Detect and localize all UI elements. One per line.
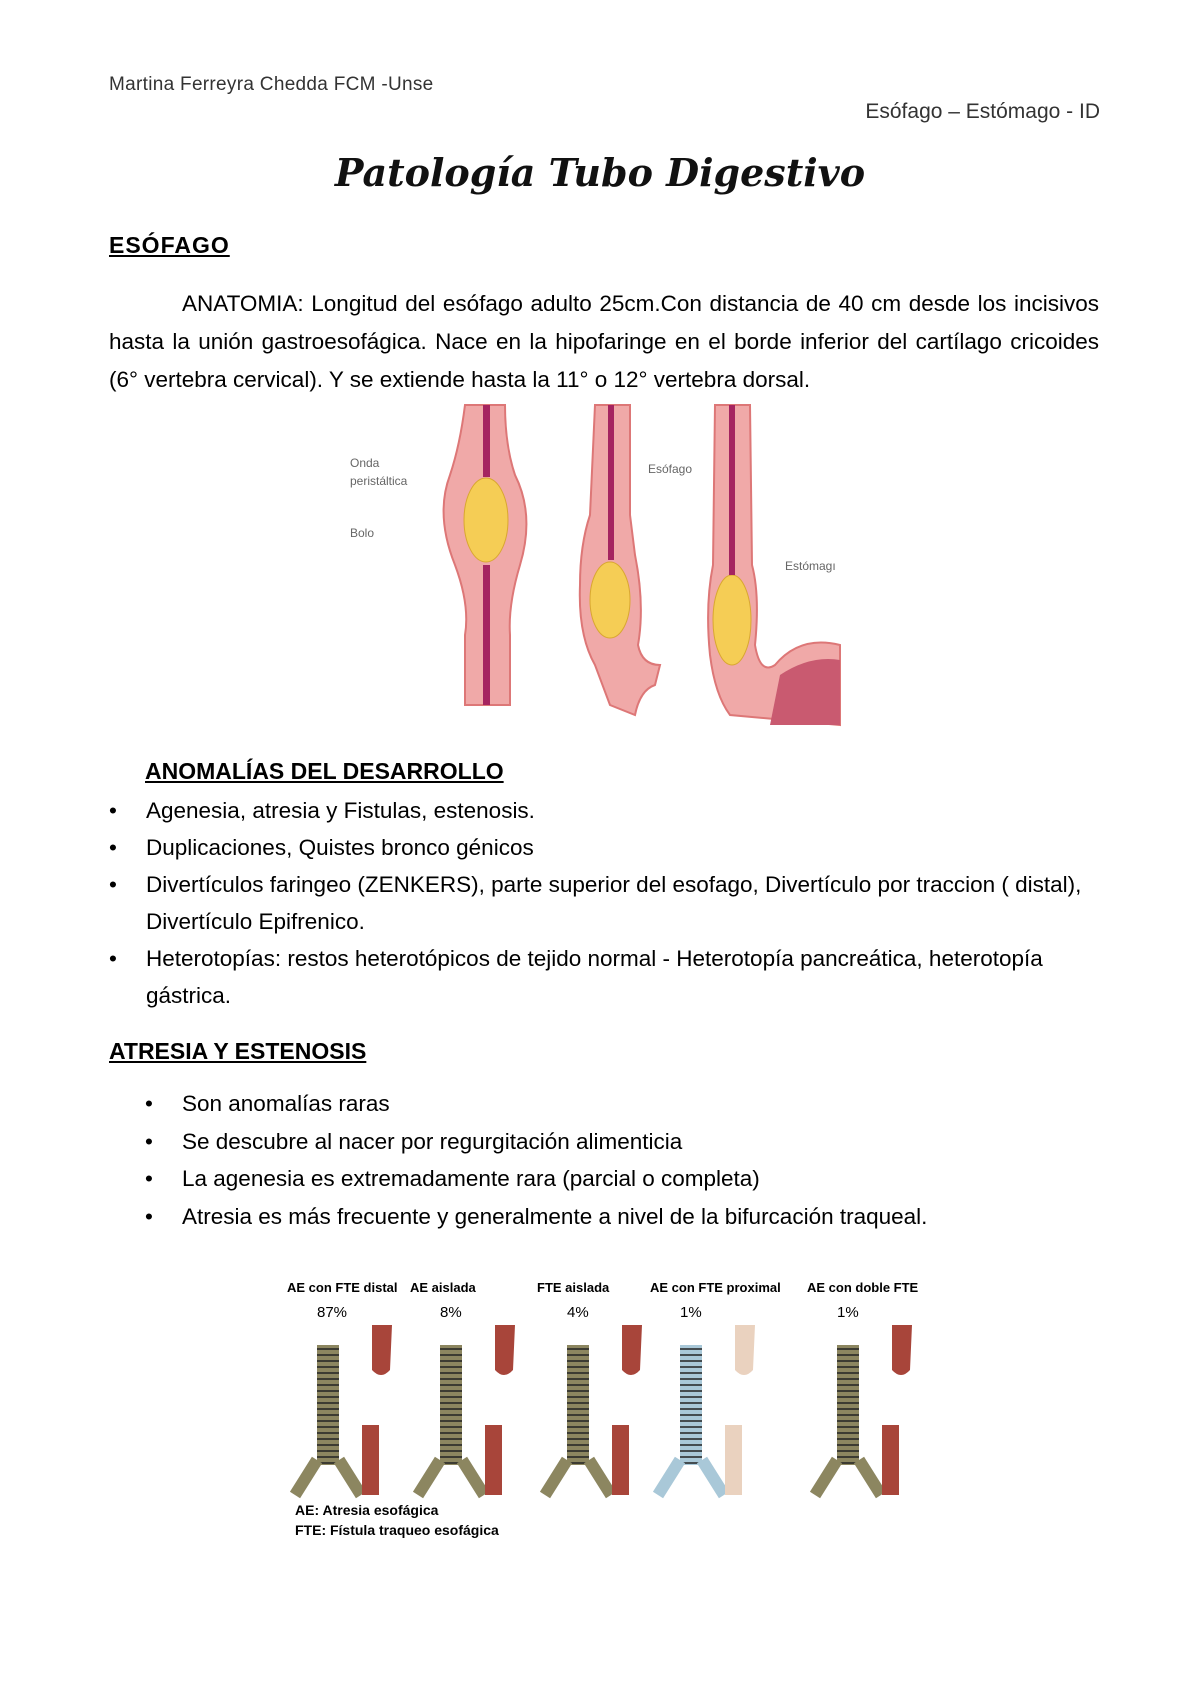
esophagus-stage-2 (580, 405, 660, 715)
label-bolo: Bolo (350, 526, 375, 540)
label-onda: Onda (350, 456, 380, 470)
section-heading-esofago: ESÓFAGO (109, 232, 230, 258)
document-topic: Esófago – Estómago - ID (865, 100, 1100, 123)
list-item: • La agenesia es extremadamente rara (parcial o completa) (145, 1160, 1095, 1198)
type-percentage: 1% (837, 1304, 859, 1321)
list-item: • Se descubre al nacer por regurgitación alimenticia (145, 1123, 1095, 1161)
label-peristaltica: peristáltica (350, 474, 408, 488)
esophagus-stage-1 (444, 405, 527, 705)
type-label: AE con doble FTE (807, 1280, 919, 1295)
trachea (567, 1345, 589, 1465)
atresia-type-1 (287, 1280, 398, 1495)
anomalias-list (109, 792, 1099, 1014)
trachea (680, 1345, 702, 1465)
atresia-type-4 (650, 1280, 781, 1495)
section-heading-atresia: ATRESIA Y ESTENOSIS (109, 1038, 367, 1064)
atresia-type-2 (410, 1280, 515, 1495)
esophagus (485, 1325, 515, 1495)
list-item: • Divertículos faringeo (ZENKERS), parte superior del esofago, Divertículo por traccion ( distal), Divertículo Epifrenico. (109, 866, 1099, 940)
trachea (837, 1345, 859, 1465)
list-item: • Agenesia, atresia y Fistulas, estenosis. (109, 792, 1099, 829)
label-estomago: Estómagı (785, 559, 836, 573)
section-heading-anomalias: ANOMALÍAS DEL DESARROLLO (145, 758, 504, 784)
page-title: Patología Tubo Digestivo (334, 150, 866, 195)
trachea (317, 1345, 339, 1465)
list-item: • Atresia es más frecuente y generalmente a nivel de la bifurcación traqueal. (145, 1198, 1095, 1236)
type-percentage: 1% (680, 1304, 702, 1321)
trachea (440, 1345, 462, 1465)
esophagus (612, 1325, 642, 1495)
bronchi (815, 1460, 881, 1495)
type-label: AE con FTE distal (287, 1280, 398, 1295)
type-percentage: 87% (317, 1304, 348, 1321)
type-label: AE aislada (410, 1280, 476, 1295)
atresia-type-5 (807, 1280, 919, 1495)
anatomy-paragraph: ANATOMIA: Longitud del esófago adulto 25cm.Con distancia de 40 cm desde los incisivos hasta la unión gastroesofágica. Nace en la hipofaringe en el borde inferior del cartílago cricoides (6° vertebra cervical). Y se extiende hasta la 11° o 12° vertebra dorsal. (109, 291, 1099, 392)
list-item: • Son anomalías raras (145, 1085, 1095, 1123)
list-item: • Duplicaciones, Quistes bronco génicos (109, 829, 1099, 866)
esophagus (882, 1325, 912, 1495)
legend-fte: FTE: Fístula traqueo esofágica (295, 1522, 499, 1538)
bronchi (545, 1460, 611, 1495)
bronchi (295, 1460, 361, 1495)
atresia-types-illustration (275, 1275, 955, 1545)
legend-ae: AE: Atresia esofágica (295, 1502, 439, 1518)
atresia-type-3 (537, 1280, 642, 1495)
document-author: Martina Ferreyra Chedda FCM -Unse (109, 74, 434, 95)
esophagus (725, 1325, 755, 1495)
atresia-list (145, 1085, 1095, 1235)
list-item: • Heterotopías: restos heterotópicos de tejido normal - Heterotopía pancreática, heterotopía gástrica. (109, 940, 1099, 1014)
type-label: AE con FTE proximal (650, 1280, 781, 1295)
esophagus (362, 1325, 392, 1495)
bronchi (418, 1460, 484, 1495)
type-percentage: 4% (567, 1304, 589, 1321)
bronchi (658, 1460, 724, 1495)
type-percentage: 8% (440, 1304, 462, 1321)
peristalsis-illustration (335, 405, 840, 740)
label-esofago: Esófago (648, 462, 693, 476)
type-label: FTE aislada (537, 1280, 610, 1295)
